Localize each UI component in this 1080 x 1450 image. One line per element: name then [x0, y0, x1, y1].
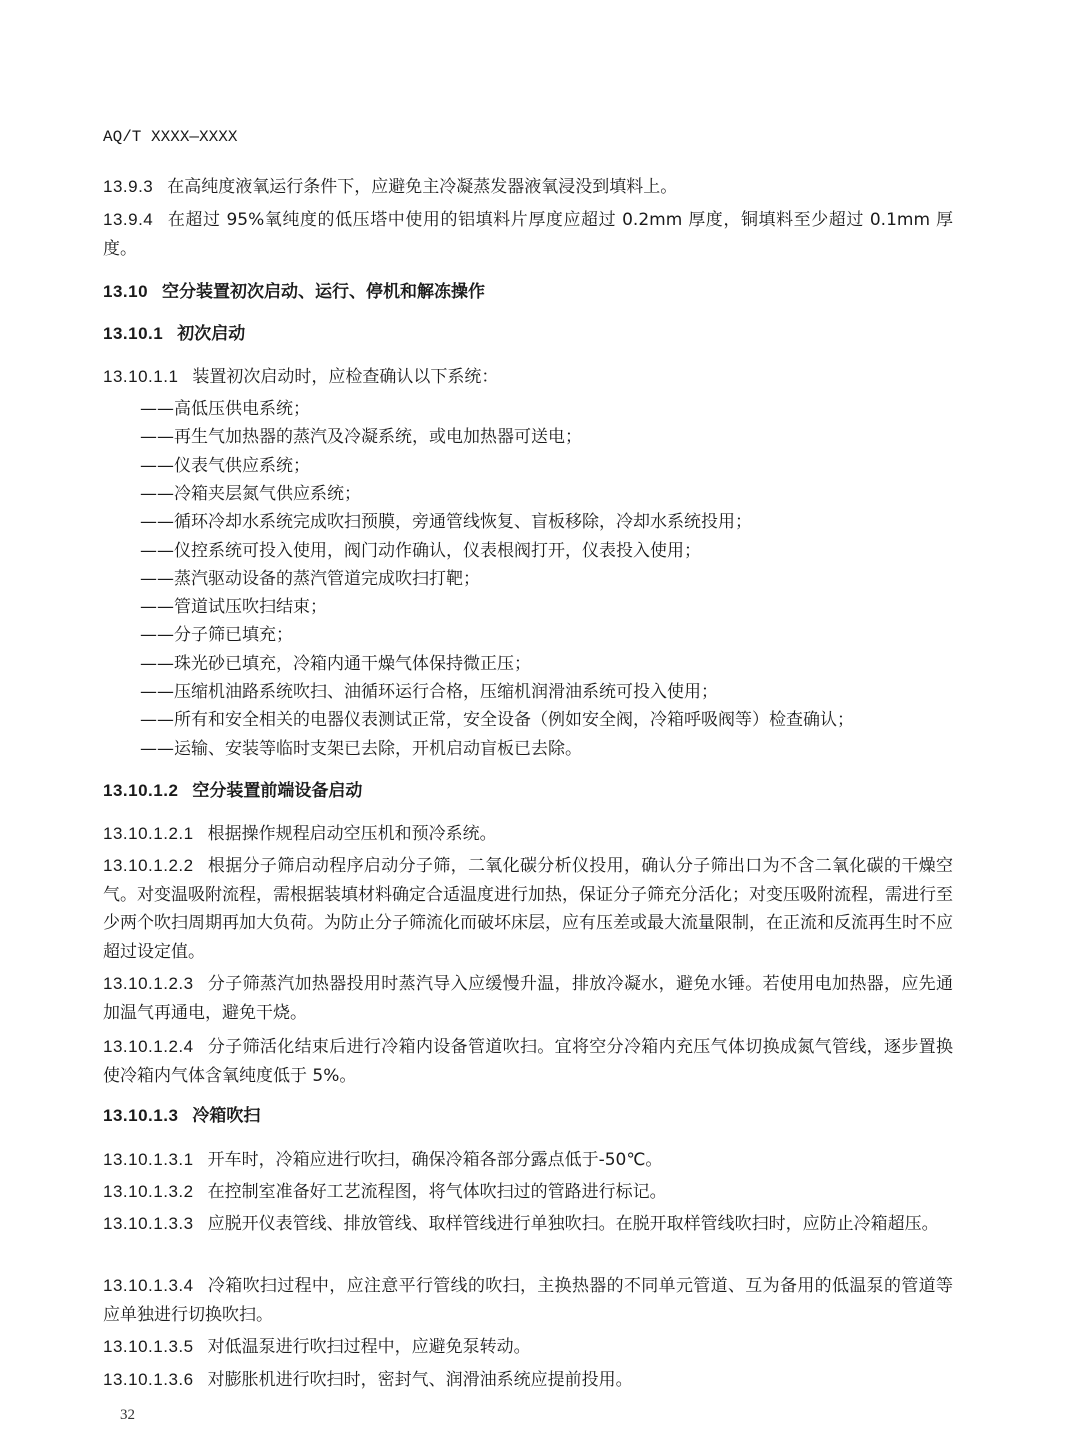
clause-text: 应脱开仪表管线、排放管线、取样管线进行单独吹扫。在脱开取样管线吹扫时，应防止冷箱超压。	[207, 1214, 939, 1234]
clause-number: 13.9.3	[103, 177, 154, 196]
checklist-item: ——珠光砂已填充，冷箱内通干燥气体保持微正压；	[140, 653, 531, 674]
checklist-item: ——冷箱夹层氮气供应系统；	[140, 483, 361, 504]
clause-paragraph	[103, 820, 953, 849]
clause-text: 对膨胀机进行吹扫时，密封气、润滑油系统应提前投用。	[207, 1370, 633, 1390]
clause-number: 13.10.1.3.5	[103, 1337, 194, 1356]
clause-number: 13.10.1.3	[103, 1106, 179, 1125]
clause-paragraph	[103, 1210, 953, 1239]
clause-paragraph	[103, 363, 953, 392]
checklist-item: ——蒸汽驱动设备的蒸汽管道完成吹扫打靶；	[140, 568, 480, 589]
page-number: 32	[120, 1407, 135, 1423]
clause-text: 根据分子筛启动程序启动分子筛，二氧化碳分析仪投用，确认分子筛出口为不含二氧化碳的干燥空气。对变温吸附流程，需根据装填材料确定合适温度进行加热，保证分子筛充分活化；对变压吸附流程，需进行至少两个吹扫周期再加大负荷。为防止分子筛流化而破坏床层，应有压差或最大流量限制，在正流和反流再生时不应超过设定值。	[103, 856, 953, 962]
clause-text: 分子筛活化结束后进行冷箱内设备管道吹扫。宜将空分冷箱内充压气体切换成氮气管线，逐步置换使冷箱内气体含氧纯度低于 5%。	[103, 1037, 953, 1086]
clause-text: 空分装置前端设备启动	[192, 781, 363, 801]
clause-number: 13.10.1	[103, 324, 164, 343]
clause-paragraph	[103, 173, 953, 202]
clause-paragraph	[103, 1272, 953, 1329]
clause-text: 空分装置初次启动、运行、停机和解冻操作	[162, 282, 486, 302]
clause-number: 13.10.1.2.1	[103, 824, 194, 843]
checklist-item: ——运输、安装等临时支架已去除，开机启动盲板已去除。	[140, 738, 582, 759]
clause-paragraph	[103, 970, 953, 1027]
clause-text: 冷箱吹扫过程中，应注意平行管线的吹扫，主换热器的不同单元管道、互为备用的低温泵的管道等应单独进行切换吹扫。	[103, 1276, 953, 1325]
clause-number: 13.10.1.2.3	[103, 974, 194, 993]
clause-text: 在控制室准备好工艺流程图，将气体吹扫过的管路进行标记。	[207, 1182, 667, 1202]
clause-number: 13.10.1.2.4	[103, 1037, 194, 1056]
section-heading	[103, 1102, 953, 1131]
document-header: AQ/T XXXX—XXXX	[103, 128, 238, 146]
clause-paragraph	[103, 852, 953, 966]
clause-text: 初次启动	[177, 324, 246, 344]
checklist-item: ——循环冷却水系统完成吹扫预膜，旁通管线恢复、盲板移除，冷却水系统投用；	[140, 512, 752, 533]
checklist-item: ——分子筛已填充；	[140, 625, 293, 646]
clause-number: 13.10.1.3.1	[103, 1150, 194, 1169]
checklist-item: ——仪控系统可投入使用，阀门动作确认，仪表根阀打开，仪表投入使用；	[140, 540, 701, 561]
clause-number: 13.10.1.2.2	[103, 856, 194, 875]
section-heading	[103, 278, 953, 307]
clause-paragraph	[103, 206, 953, 263]
section-heading	[103, 777, 953, 806]
clause-paragraph	[103, 1178, 953, 1207]
clause-paragraph	[103, 1333, 953, 1362]
clause-number: 13.10.1.3.3	[103, 1214, 194, 1233]
checklist-item: ——高低压供电系统；	[140, 399, 310, 419]
clause-text: 分子筛蒸汽加热器投用时蒸汽导入应缓慢升温，排放冷凝水，避免水锤。若使用电加热器，应先通加温气再通电，避免干烧。	[103, 974, 953, 1023]
checklist-item: ——再生气加热器的蒸汽及冷凝系统，或电加热器可送电；	[140, 427, 582, 448]
clause-text: 冷箱吹扫	[192, 1106, 261, 1126]
clause-number: 13.10.1.1	[103, 367, 179, 386]
clause-number: 13.10.1.3.2	[103, 1182, 194, 1201]
clause-paragraph	[103, 1146, 953, 1175]
clause-text: 根据操作规程启动空压机和预冷系统。	[207, 824, 497, 844]
checklist-item: ——管道试压吹扫结束；	[140, 597, 327, 618]
clause-number: 13.10.1.2	[103, 781, 179, 800]
clause-text: 在超过 95%氧纯度的低压塔中使用的铝填料片厚度应超过 0.2mm 厚度，铜填料至少超过 0.1mm 厚度。	[103, 210, 953, 259]
clause-text: 对低温泵进行吹扫过程中，应避免泵转动。	[207, 1337, 531, 1357]
clause-text: 装置初次启动时，应检查确认以下系统：	[192, 367, 499, 387]
checklist-item: ——所有和安全相关的电器仪表测试正常，安全设备（例如安全阀，冷箱呼吸阀等）检查确认；	[140, 710, 854, 731]
clause-number: 13.10.1.3.4	[103, 1276, 194, 1295]
clause-number: 13.10	[103, 282, 149, 301]
clause-text: 在高纯度液氧运行条件下，应避免主冷凝蒸发器液氧浸没到填料上。	[167, 177, 678, 197]
section-heading	[103, 320, 953, 349]
clause-number: 13.10.1.3.6	[103, 1370, 194, 1389]
checklist-item: ——仪表气供应系统；	[140, 455, 310, 476]
clause-paragraph	[103, 1033, 953, 1090]
clause-text: 开车时，冷箱应进行吹扫，确保冷箱各部分露点低于-50℃。	[207, 1150, 663, 1170]
clause-paragraph	[103, 1366, 953, 1395]
clause-number: 13.9.4	[103, 210, 154, 229]
checklist-item: ——压缩机油路系统吹扫、油循环运行合格，压缩机润滑油系统可投入使用；	[140, 682, 718, 702]
